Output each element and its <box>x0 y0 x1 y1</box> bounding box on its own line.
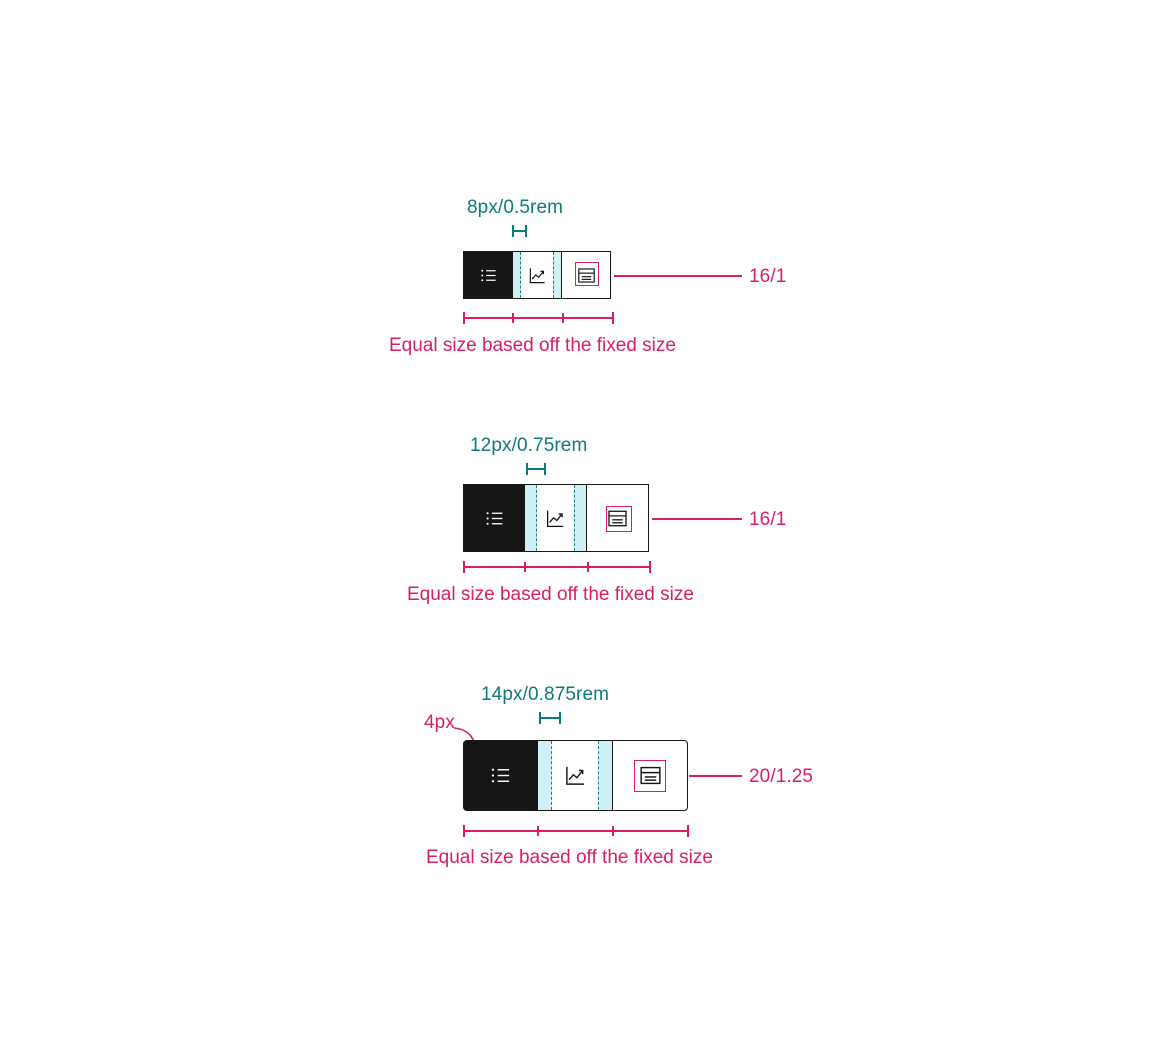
measure-cap-left <box>526 463 528 475</box>
measure-cap-right <box>544 463 546 475</box>
padding-band-left <box>513 252 521 298</box>
measure-cap-right <box>525 225 527 237</box>
equal-size-bar-small <box>463 312 614 324</box>
caption-small: Equal size based off the fixed size <box>389 335 676 356</box>
padding-measure-medium <box>526 463 546 475</box>
layout-panel-icon <box>607 508 628 529</box>
padding-label-large: 14px/0.875rem <box>481 684 610 705</box>
padding-label-medium: 12px/0.75rem <box>470 435 588 456</box>
layout-panel-icon <box>577 266 596 285</box>
measure-line <box>526 468 546 470</box>
padding-band-right <box>598 741 612 810</box>
measure-cap-left <box>539 712 541 724</box>
list-icon <box>479 266 498 285</box>
padding-measure-small <box>512 225 527 237</box>
height-label-medium: 16/1 <box>749 509 787 530</box>
height-label-small: 16/1 <box>749 266 787 287</box>
measure-cap-left <box>512 225 514 237</box>
height-leader-large <box>689 775 742 777</box>
switcher-item-layout-medium[interactable] <box>586 484 649 552</box>
padding-label-small: 8px/0.5rem <box>467 197 564 218</box>
content-switcher-small[interactable] <box>463 251 611 299</box>
padding-measure-large <box>539 712 561 724</box>
padding-band-right <box>574 485 586 551</box>
padding-band-right <box>553 252 561 298</box>
list-icon <box>484 508 505 529</box>
line-chart-icon <box>545 508 566 529</box>
measure-line <box>539 717 561 719</box>
switcher-item-list-small[interactable] <box>463 251 513 299</box>
padding-band-left <box>538 741 552 810</box>
switcher-item-layout-large[interactable] <box>612 740 688 811</box>
switcher-item-chart-small[interactable] <box>512 251 562 299</box>
equal-size-bar-large <box>463 825 689 837</box>
caption-medium: Equal size based off the fixed size <box>407 584 694 605</box>
height-leader-small <box>614 275 742 277</box>
layout-panel-icon <box>639 764 662 787</box>
switcher-item-list-large[interactable] <box>463 740 538 811</box>
content-switcher-large[interactable] <box>463 740 688 811</box>
measure-cap-right <box>559 712 561 724</box>
content-switcher-medium[interactable] <box>463 484 649 552</box>
switcher-item-chart-medium[interactable] <box>524 484 587 552</box>
switcher-item-list-medium[interactable] <box>463 484 525 552</box>
padding-band-left <box>525 485 537 551</box>
height-label-large: 20/1.25 <box>749 766 814 787</box>
line-chart-icon <box>564 764 587 787</box>
switcher-item-layout-small[interactable] <box>561 251 611 299</box>
radius-label-large: 4px <box>424 712 455 733</box>
switcher-item-chart-large[interactable] <box>537 740 613 811</box>
height-leader-medium <box>652 518 742 520</box>
line-chart-icon <box>528 266 547 285</box>
list-icon <box>489 764 512 787</box>
equal-size-bar-medium <box>463 561 651 573</box>
caption-large: Equal size based off the fixed size <box>426 847 713 868</box>
